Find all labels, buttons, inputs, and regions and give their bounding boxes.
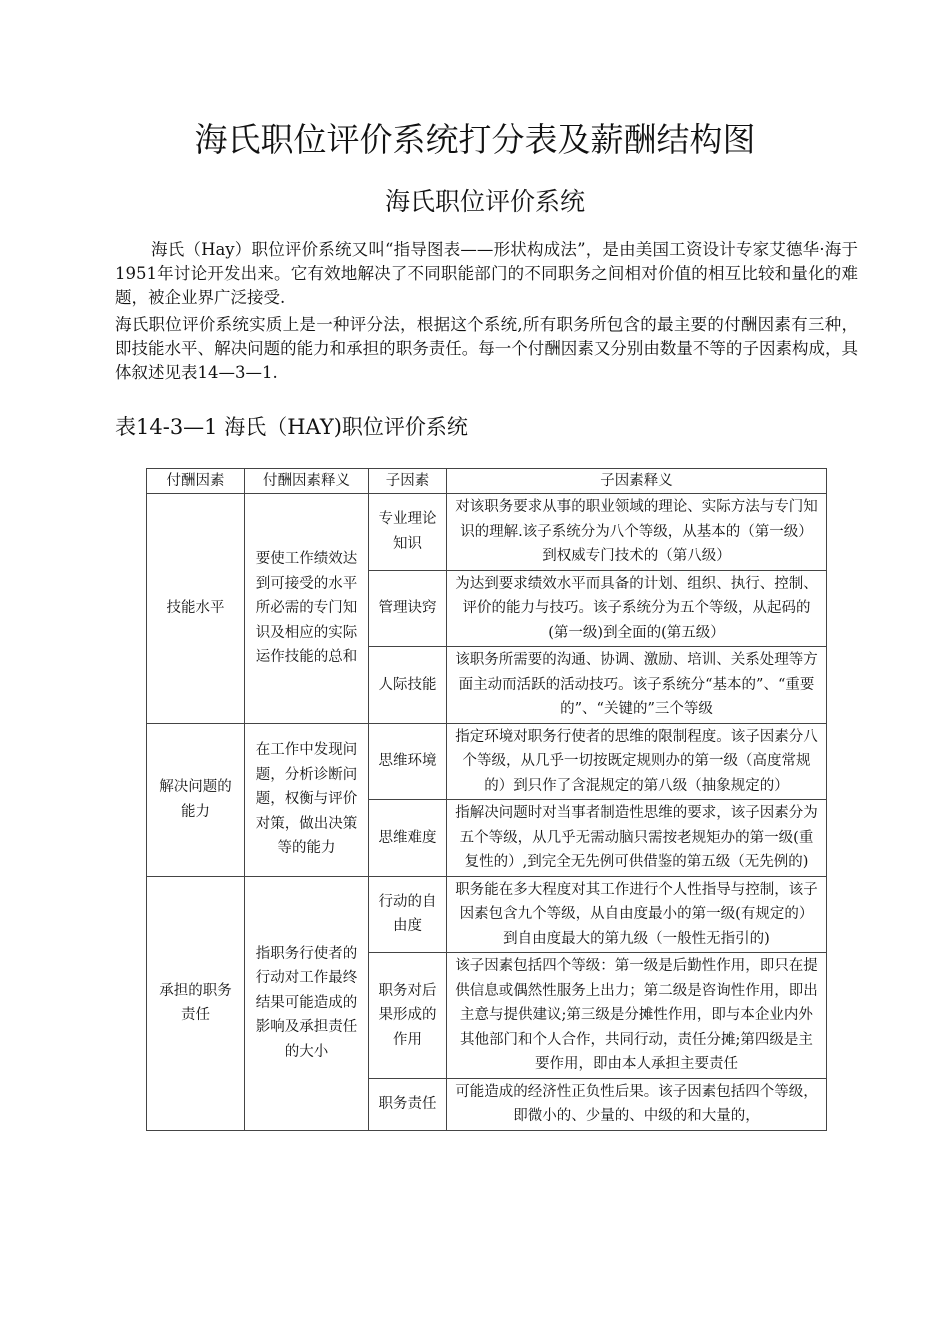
subfactor-description-cell: 指定环境对职务行使者的思维的限制程度。该子因素分八个等级，从几乎一切按既定规则办的第一级（高度常规的）到只作了含混规定的第八级（抽象规定的） <box>447 723 827 800</box>
factor-cell: 承担的职务责任 <box>147 876 245 1130</box>
subfactor-description-cell: 职务能在多大程度对其工作进行个人性指导与控制，该子因素包含九个等级，从自由度最小的第一级(有规定的）到自由度最大的第九级（一般性无指引的) <box>447 876 827 953</box>
header-cell: 子因素 <box>369 469 447 494</box>
subfactor-description-cell: 指解决问题时对当事者制造性思维的要求，该子因素分为五个等级，从几乎无需动脑只需按老规矩办的第一级(重复性的）,到完全无先例可供借鉴的第五级（无先例的) <box>447 800 827 877</box>
document-title: 海氏职位评价系统打分表及薪酬结构图 <box>194 120 756 159</box>
factor-cell: 技能水平 <box>147 494 245 724</box>
subfactor-name-cell: 思维环境 <box>369 723 447 800</box>
subfactor-description-cell: 为达到要求绩效水平而具备的计划、组织、执行、控制、评价的能力与技巧。该子系统分为五个等级，从起码的(第一级)到全面的(第五级） <box>447 570 827 647</box>
factor-explanation-cell: 指职务行使者的行动对工作最终结果可能造成的影响及承担责任的大小 <box>245 876 369 1130</box>
subfactor-name-cell: 管理诀窍 <box>369 570 447 647</box>
table-caption: 表14-3—1 海氏（HAY)职位评价系统 <box>115 415 468 439</box>
header-cell: 付酬因素释义 <box>245 469 369 494</box>
factor-cell: 解决问题的能力 <box>147 723 245 876</box>
table-row <box>147 494 827 571</box>
header-cell: 子因素释义 <box>447 469 827 494</box>
subfactor-name-cell: 思维难度 <box>369 800 447 877</box>
hay-evaluation-table <box>146 468 827 1131</box>
intro-paragraph: 海氏（Hay）职位评价系统又叫“指导图表——形状构成法”，是由美国工资设计专家艾德华·海于1951年讨论开发出来。它有效地解决了不同职能部门的不同职务之间相对价值的相互比较和量化的难题，被企业界广泛接受. <box>115 240 858 307</box>
table-row <box>147 723 827 800</box>
subfactor-description-cell: 对该职务要求从事的职业领域的理论、实际方法与专门知识的理解.该子系统分为八个等级，从基本的（第一级）到权威专门技术的（第八级） <box>447 494 827 571</box>
subfactor-name-cell: 专业理论知识 <box>369 494 447 571</box>
table-header-row <box>147 469 827 494</box>
subfactor-name-cell: 职务对后果形成的作用 <box>369 953 447 1079</box>
subfactor-description-cell: 该职务所需要的沟通、协调、激励、培训、关系处理等方面主动而活跃的活动技巧。该子系统分“基本的”、“重要的”、“关键的”三个等级 <box>447 647 827 724</box>
subfactor-name-cell: 行动的自由度 <box>369 876 447 953</box>
subfactor-name-cell: 人际技能 <box>369 647 447 724</box>
factor-explanation-cell: 在工作中发现问题，分析诊断问题，权衡与评价对策，做出决策等的能力 <box>245 723 369 876</box>
summary-paragraph: 海氏职位评价系统实质上是一种评分法，根据这个系统,所有职务所包含的最主要的付酬因素有三种，即技能水平、解决问题的能力和承担的职务责任。每一个付酬因素又分别由数量不等的子因素构成，具体叙述见表14—3—1. <box>115 315 858 382</box>
table-row <box>147 876 827 953</box>
factor-explanation-cell: 要使工作绩效达到可接受的水平所必需的专门知识及相应的实际运作技能的总和 <box>245 494 369 724</box>
subfactor-name-cell: 职务责任 <box>369 1078 447 1130</box>
subfactor-description-cell: 可能造成的经济性正负性后果。该子因素包括四个等级，即微小的、少量的、中级的和大量的， <box>447 1078 827 1130</box>
section-subtitle: 海氏职位评价系统 <box>384 187 585 216</box>
header-cell: 付酬因素 <box>147 469 245 494</box>
subfactor-description-cell: 该子因素包括四个等级：第一级是后勤性作用，即只在提供信息或偶然性服务上出力；第二级是咨询性作用，即出主意与提供建议;第三级是分摊性作用，即与本企业内外其他部门和个人合作，共同行动，责任分摊;第四级是主要作用，即由本人承担主要责任 <box>447 953 827 1079</box>
